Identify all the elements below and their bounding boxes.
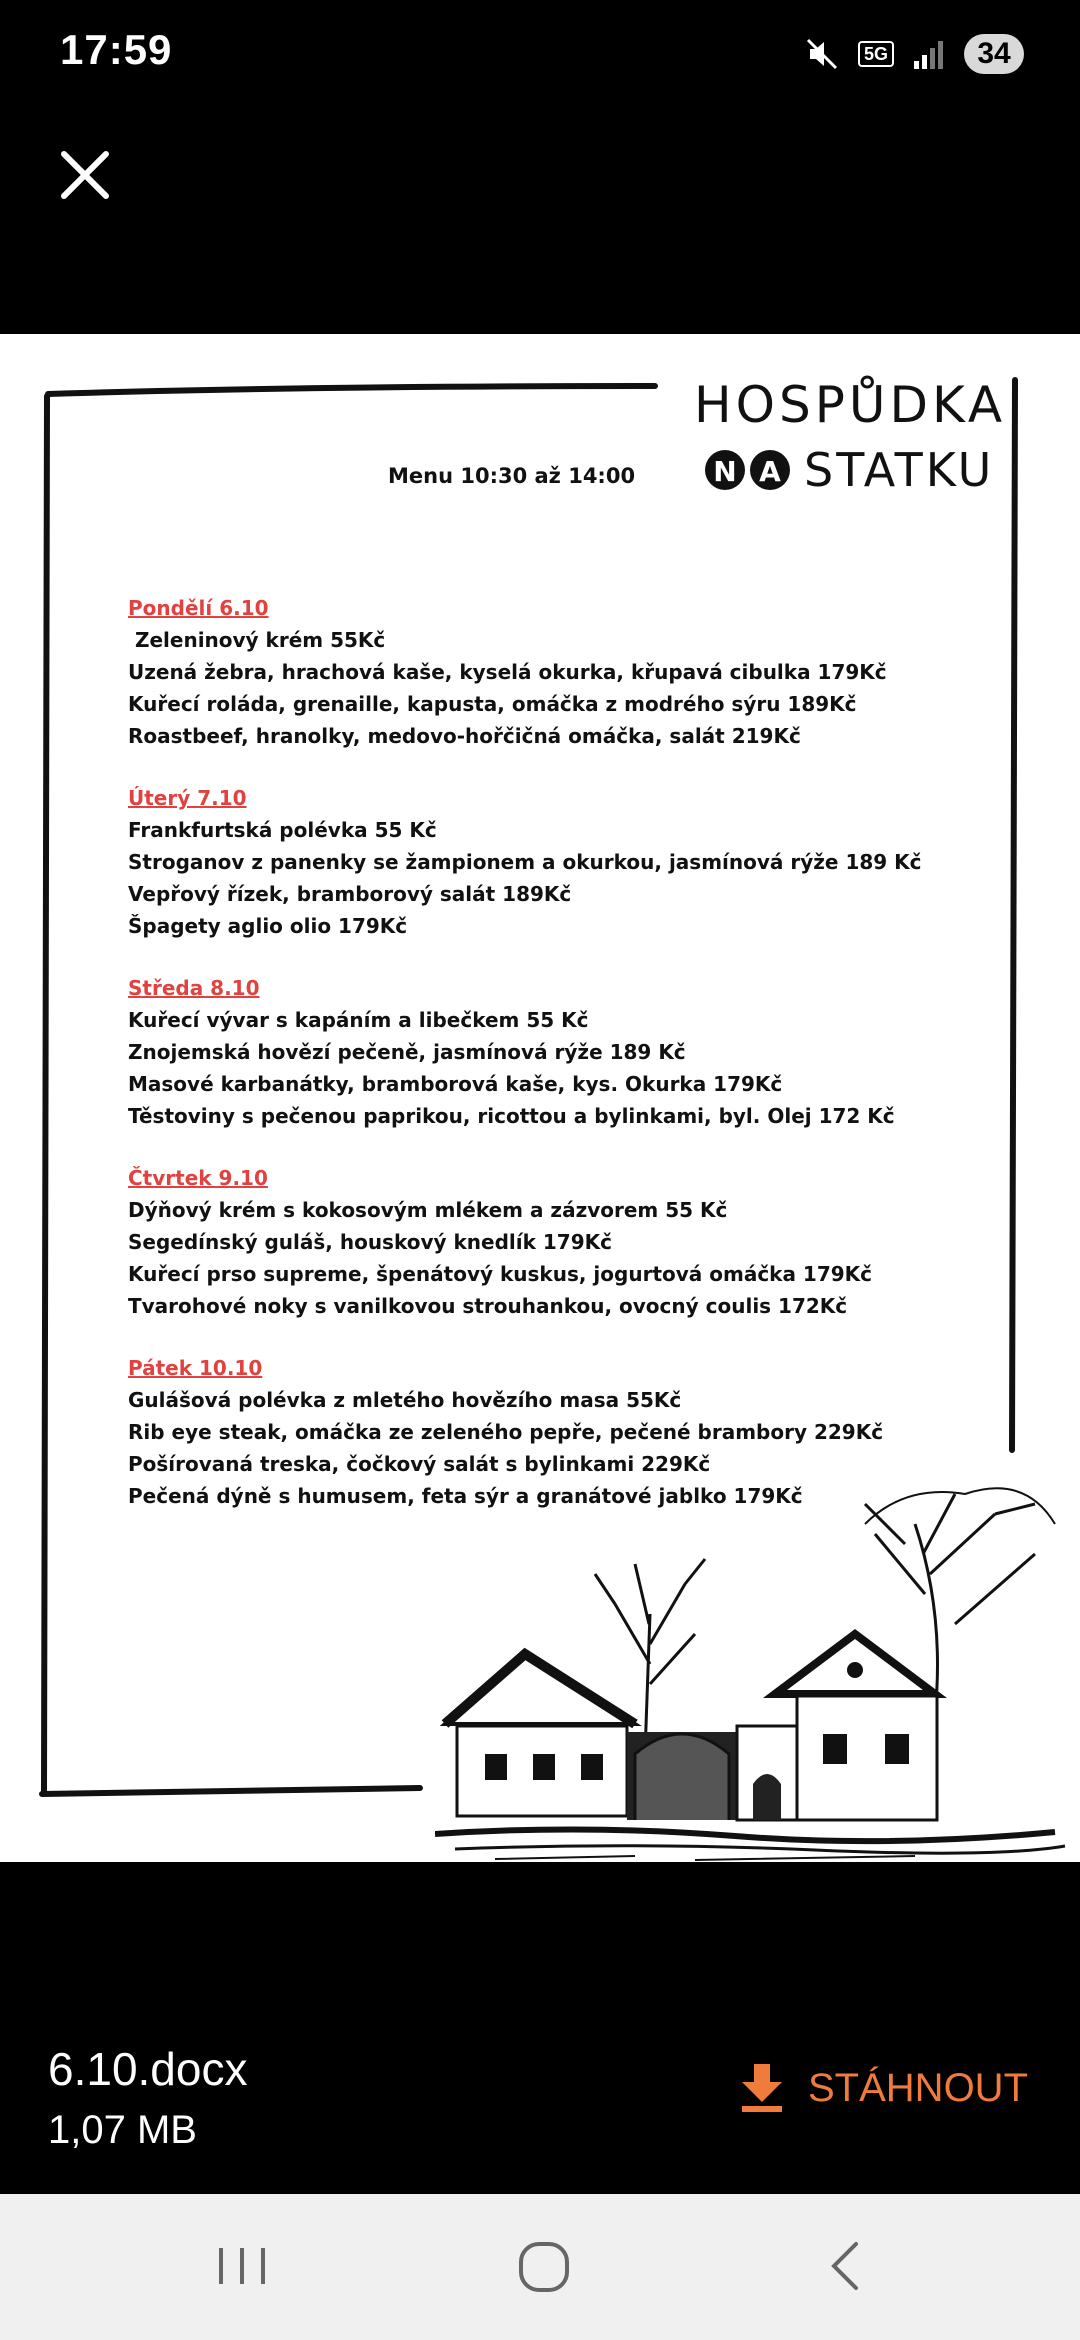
farmhouse-illustration (435, 1464, 1075, 1862)
network-5g-icon: 5G (858, 41, 894, 67)
back-button[interactable] (812, 2236, 882, 2296)
dish: Masové karbanátky, bramborová kaše, kys. Okurka 179Kč (128, 1072, 783, 1096)
close-button[interactable] (50, 140, 120, 210)
day-title: Čtvrtek 9.10 (128, 1166, 268, 1190)
dish: Uzená žebra, hrachová kaše, kyselá okurka, křupavá cibulka 179Kč (128, 660, 887, 684)
status-icons (804, 30, 1024, 78)
dish: Rib eye steak, omáčka ze zeleného pepře, pečené brambory 229Kč (128, 1420, 884, 1444)
day-title: Pondělí 6.10 (128, 596, 269, 620)
dish: Pečená dýně s humusem, feta sýr a granátové jablko 179Kč (128, 1484, 803, 1508)
recent-apps-button[interactable] (207, 2236, 277, 2296)
dish: Frankfurtská polévka 55 Kč (128, 818, 437, 842)
dish: Špagety aglio olio 179Kč (128, 914, 408, 938)
restaurant-logo (690, 370, 1010, 500)
file-name: 6.10.docx (48, 2043, 248, 2095)
day-monday (128, 592, 968, 752)
close-icon (50, 140, 120, 210)
day-title: Středa 8.10 (128, 976, 260, 1000)
day-thursday (128, 1162, 968, 1322)
dish: Těstoviny s pečenou paprikou, ricottou a bylinkami, byl. Olej 172 Kč (128, 1104, 895, 1128)
download-button[interactable] (738, 2062, 1028, 2114)
dish: Segedínský guláš, houskový knedlík 179Kč (128, 1230, 612, 1254)
mute-icon (804, 36, 840, 72)
dish: Znojemská hovězí pečeně, jasmínová rýže 189 Kč (128, 1040, 686, 1064)
file-info-bar (0, 1862, 1080, 2194)
day-tuesday (128, 782, 968, 942)
status-time: 17:59 (60, 26, 173, 73)
dish: Kuřecí roláda, grenaille, kapusta, omáčka z modrého sýru 189Kč (128, 692, 857, 716)
logo-letter-a: A (759, 455, 781, 488)
recent-apps-icon (207, 2236, 277, 2296)
download-label: STÁHNOUT (808, 2065, 1028, 2110)
dish: Stroganov z panenky se žampionem a okurkou, jasmínová rýže 189 Kč (128, 850, 922, 874)
home-button[interactable] (509, 2236, 579, 2296)
home-icon (509, 2236, 579, 2296)
dish: Dýňový krém s kokosovým mlékem a zázvorem 55 Kč (128, 1198, 728, 1222)
day-wednesday (128, 972, 968, 1132)
dish: Roastbeef, hranolky, medovo-hořčičná omáčka, salát 219Kč (128, 724, 801, 748)
status-bar (0, 0, 1080, 110)
dish: Tvarohové noky s vanilkovou strouhankou, ovocný coulis 172Kč (128, 1294, 848, 1318)
menu-list (128, 592, 968, 1542)
logo-line1: HOSPŮDKA (694, 376, 1007, 434)
file-size: 1,07 MB (48, 2108, 197, 2152)
dish: Gulášová polévka z mletého hovězího masa 55Kč (128, 1388, 682, 1412)
navigation-bar (0, 2194, 1080, 2340)
dish: Pošírovaná treska, čočkový salát s bylinkami 229Kč (128, 1452, 711, 1476)
download-icon (738, 2062, 786, 2114)
document-preview[interactable] (0, 334, 1080, 1862)
dish: Zeleninový krém 55Kč (128, 628, 386, 652)
menu-hours: Menu 10:30 až 14:00 (388, 464, 636, 488)
signal-icon (912, 37, 946, 71)
dish: Kuřecí vývar s kapáním a libečkem 55 Kč (128, 1008, 589, 1032)
dish: Vepřový řízek, bramborový salát 189Kč (128, 882, 572, 906)
day-title: Úterý 7.10 (128, 786, 247, 810)
battery-icon (964, 34, 1024, 74)
back-icon (812, 2236, 882, 2296)
logo-letter-n: N (713, 455, 737, 488)
day-title: Pátek 10.10 (128, 1356, 263, 1380)
dish: Kuřecí prso supreme, špenátový kuskus, jogurtová omáčka 179Kč (128, 1262, 873, 1286)
logo-line2: STATKU (804, 443, 995, 497)
battery-level: 34 (977, 37, 1011, 70)
